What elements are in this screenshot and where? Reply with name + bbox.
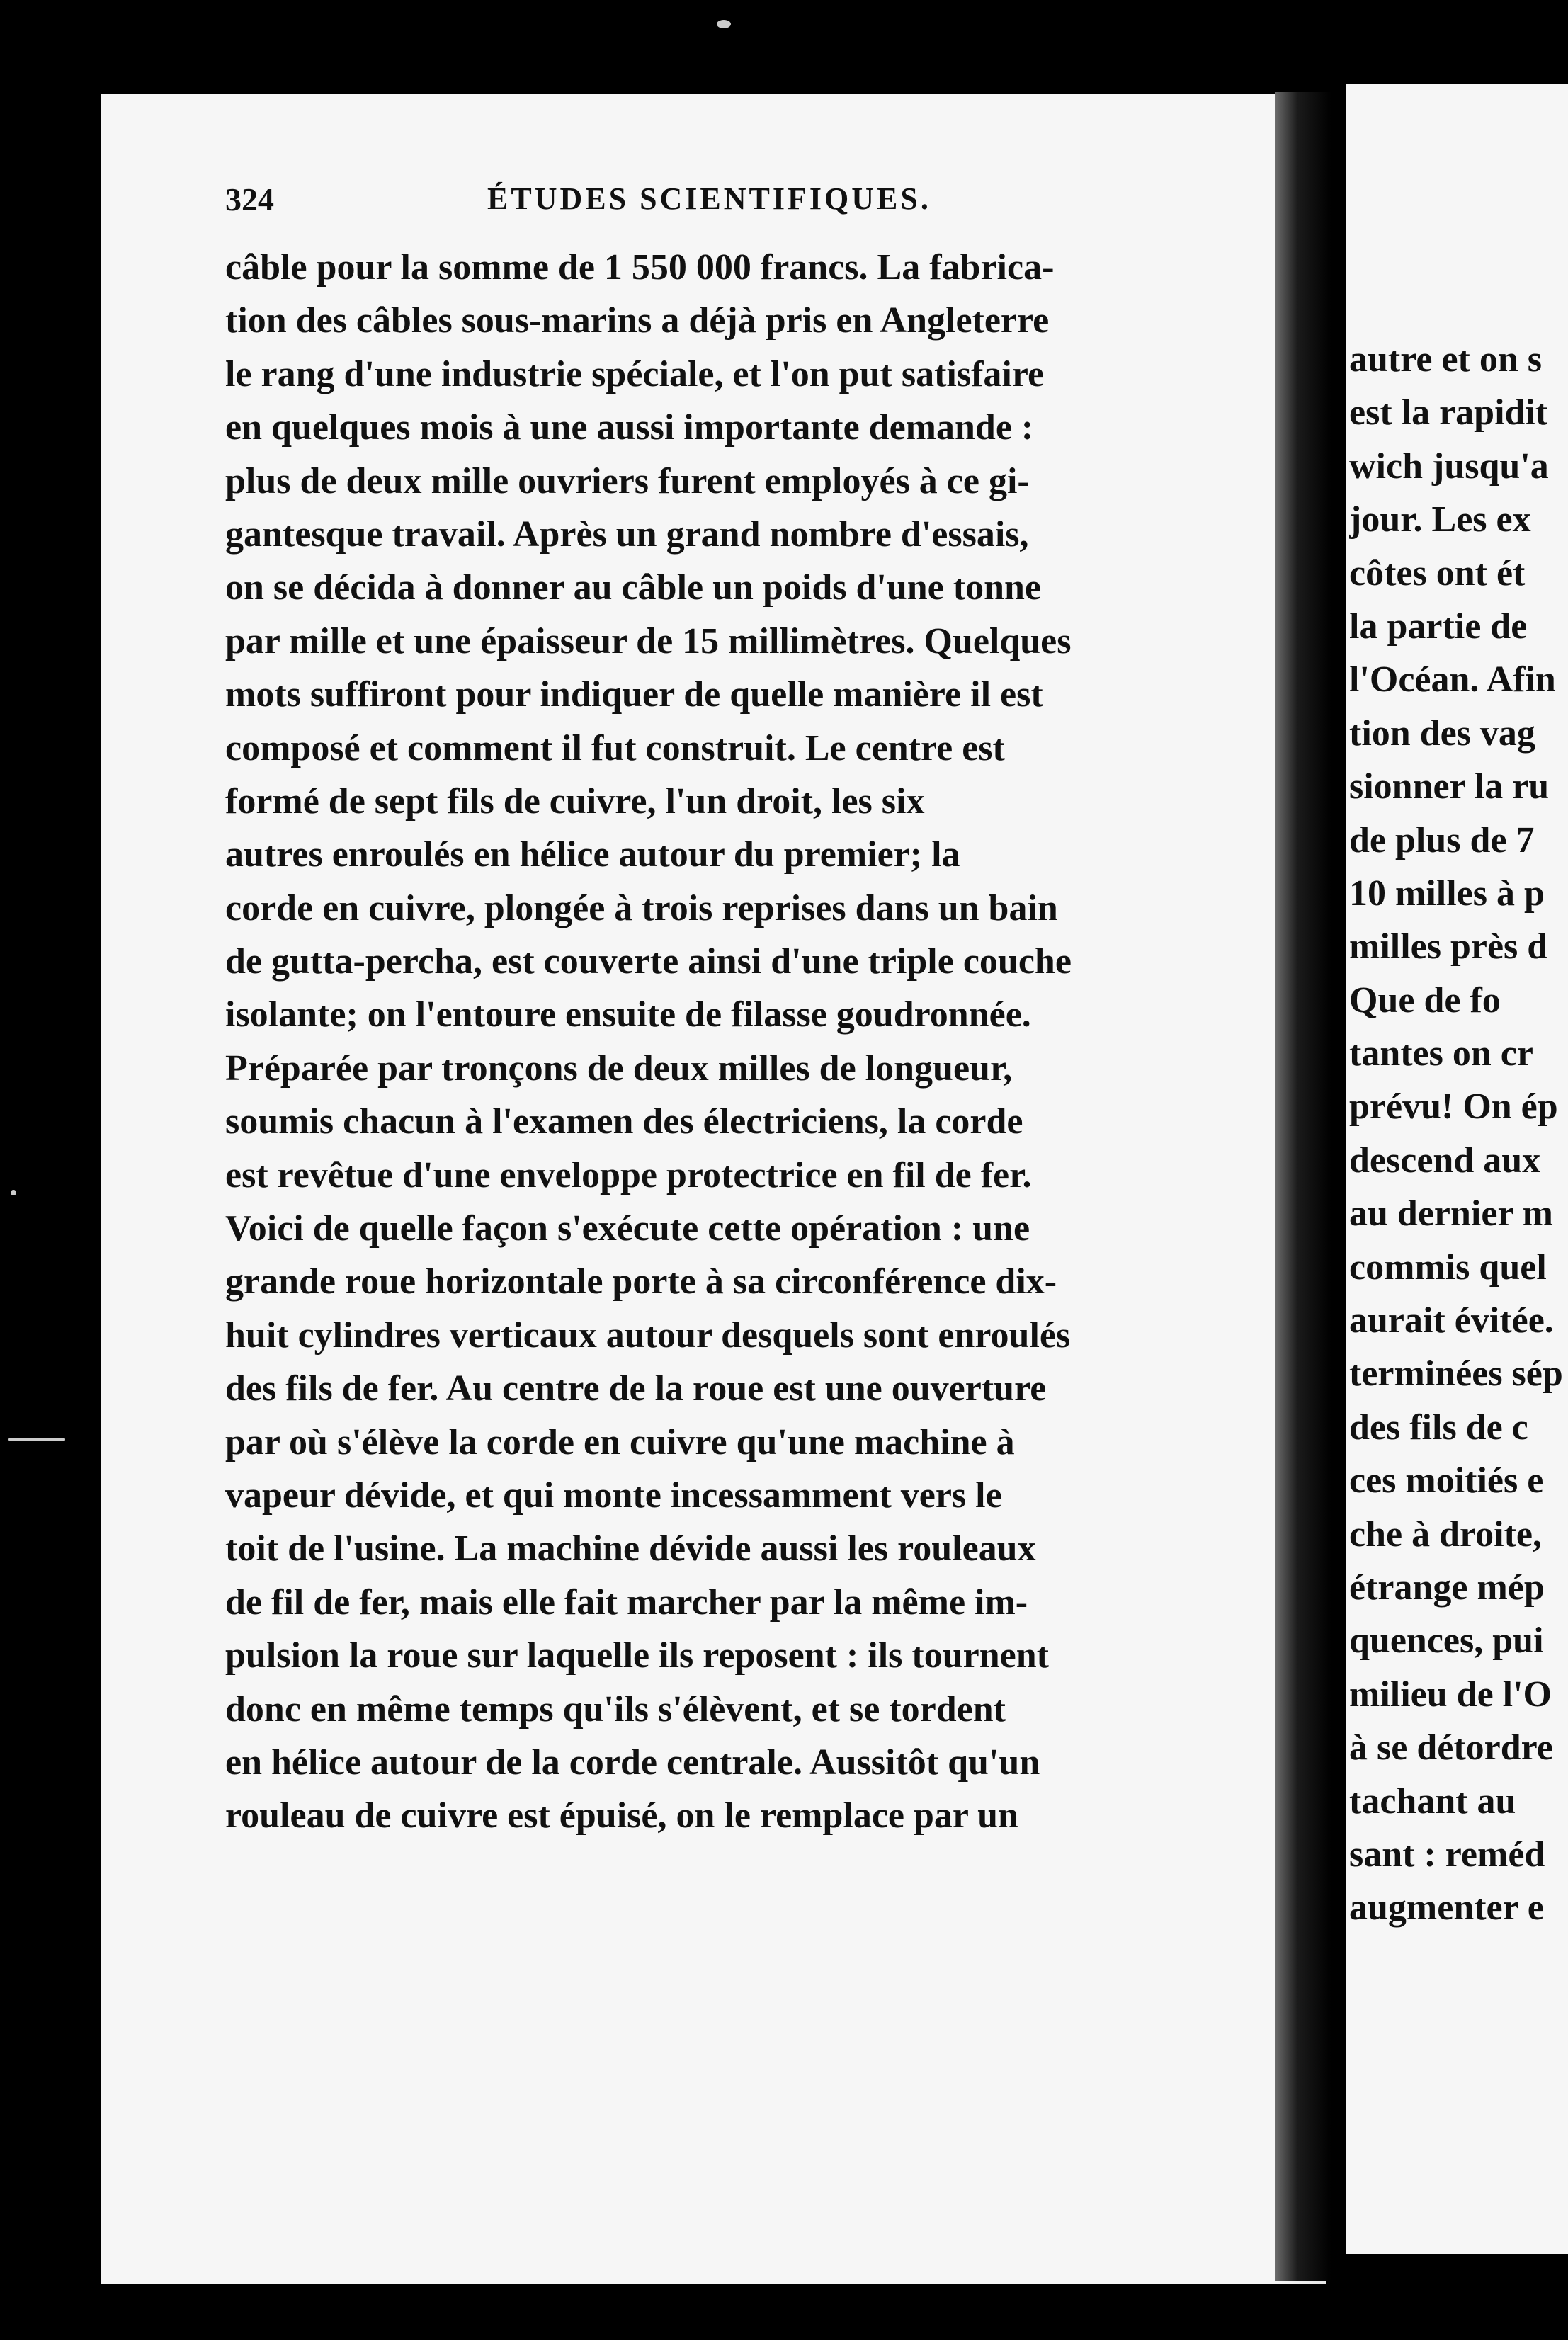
text-line: est la rapidit (1349, 392, 1548, 433)
text-line: de fil de fer, mais elle fait marcher par la même im- (225, 1581, 1028, 1623)
text-line: prévu! On ép (1349, 1086, 1558, 1128)
text-line: câble pour la somme de 1 550 000 francs. La fabrica- (225, 247, 1055, 288)
text-line: Que de fo (1349, 979, 1501, 1021)
text-line: de gutta-percha, est couverte ainsi d'une triple couche (225, 941, 1072, 982)
text-line: côtes ont ét (1349, 552, 1526, 593)
text-line: étrange mép (1349, 1567, 1545, 1608)
text-line: soumis chacun à l'examen des électriciens, la corde (225, 1101, 1023, 1142)
text-line: rouleau de cuivre est épuisé, on le remplace par un (225, 1795, 1018, 1836)
running-title: ÉTUDES SCIENTIFIQUES. (487, 181, 931, 216)
scan-speck (717, 20, 731, 28)
text-line: on se décida à donner au câble un poids d'une tonne (225, 567, 1041, 608)
text-line: grande roue horizontale porte à sa circonférence dix- (225, 1261, 1057, 1302)
text-line: des fils de c (1349, 1407, 1528, 1448)
text-line: milles près d (1349, 926, 1548, 967)
text-line: le rang d'une industrie spéciale, et l'on put satisfaire (225, 353, 1045, 394)
right-page-text (1349, 333, 1568, 1935)
text-line: tion des câbles sous-marins a déjà pris en Angleterre (225, 300, 1050, 341)
text-line: ces moitiés e (1349, 1460, 1544, 1501)
book-gutter (1275, 92, 1331, 2281)
text-line: aurait évitée. (1349, 1300, 1554, 1341)
running-head (225, 181, 1288, 237)
text-line: l'Océan. Afin (1349, 659, 1556, 700)
text-line: tion des vag (1349, 712, 1535, 754)
text-line: quences, pui (1349, 1620, 1544, 1662)
text-line: pulsion la roue sur laquelle ils reposent : ils tournent (225, 1635, 1049, 1676)
text-line: en quelques mois à une aussi importante demande : (225, 407, 1034, 448)
text-line: Préparée par tronçons de deux milles de longueur, (225, 1047, 1013, 1089)
left-page-text (225, 241, 1330, 1843)
text-line: isolante; on l'entoure ensuite de filasse goudronnée. (225, 994, 1031, 1035)
text-line: jour. Les ex (1349, 499, 1531, 540)
text-line: wich jusqu'a (1349, 445, 1549, 487)
text-line: au dernier m (1349, 1193, 1553, 1234)
text-line: che à droite, (1349, 1513, 1542, 1555)
text-line: mots suffiront pour indiquer de quelle manière il est (225, 674, 1043, 715)
text-line: augmenter e (1349, 1887, 1544, 1929)
text-line: descend aux (1349, 1140, 1541, 1181)
text-line: composé et comment il fut construit. Le centre est (225, 727, 1005, 768)
text-line: corde en cuivre, plongée à trois reprises dans un bain (225, 887, 1058, 928)
text-line: de plus de 7 (1349, 819, 1535, 861)
text-line: est revêtue d'une enveloppe protectrice en fil de fer. (225, 1154, 1032, 1195)
text-line: formé de sept fils de cuivre, l'un droit, les six (225, 780, 925, 822)
page-number: 324 (225, 181, 274, 217)
text-line: autre et on s (1349, 339, 1543, 380)
text-line: autres enroulés en hélice autour du premier; la (225, 834, 960, 875)
text-line: à se détordre (1349, 1727, 1553, 1768)
text-line: vapeur dévide, et qui monte incessamment vers le (225, 1475, 1002, 1516)
text-line: la partie de (1349, 606, 1528, 647)
text-line: plus de deux mille ouvriers furent employés à ce gi- (225, 460, 1030, 501)
text-line: tantes on cr (1349, 1033, 1533, 1074)
text-line: sant : reméd (1349, 1834, 1545, 1875)
text-line: terminées sép (1349, 1353, 1563, 1395)
text-line: Voici de quelle façon s'exécute cette opération : une (225, 1208, 1030, 1249)
scan-speck (11, 1190, 16, 1195)
text-line: milieu de l'O (1349, 1674, 1552, 1715)
text-line: sionner la ru (1349, 766, 1550, 807)
text-line: des fils de fer. Au centre de la roue est une ouverture (225, 1368, 1047, 1409)
text-line: tachant au (1349, 1780, 1516, 1822)
text-line: toit de l'usine. La machine dévide aussi les rouleaux (225, 1528, 1036, 1569)
text-line: commis quel (1349, 1246, 1547, 1288)
text-line: en hélice autour de la corde centrale. Aussitôt qu'un (225, 1742, 1040, 1783)
text-line: par où s'élève la corde en cuivre qu'une machine à (225, 1421, 1015, 1462)
text-line: donc en même temps qu'ils s'élèvent, et se tordent (225, 1688, 1006, 1730)
text-line: gantesque travail. Après un grand nombre d'essais, (225, 513, 1029, 555)
text-line: 10 milles à p (1349, 873, 1545, 914)
text-line: par mille et une épaisseur de 15 millimètres. Quelques (225, 620, 1072, 661)
scan-speck (8, 1438, 65, 1441)
text-line: huit cylindres verticaux autour desquels sont enroulés (225, 1314, 1071, 1356)
